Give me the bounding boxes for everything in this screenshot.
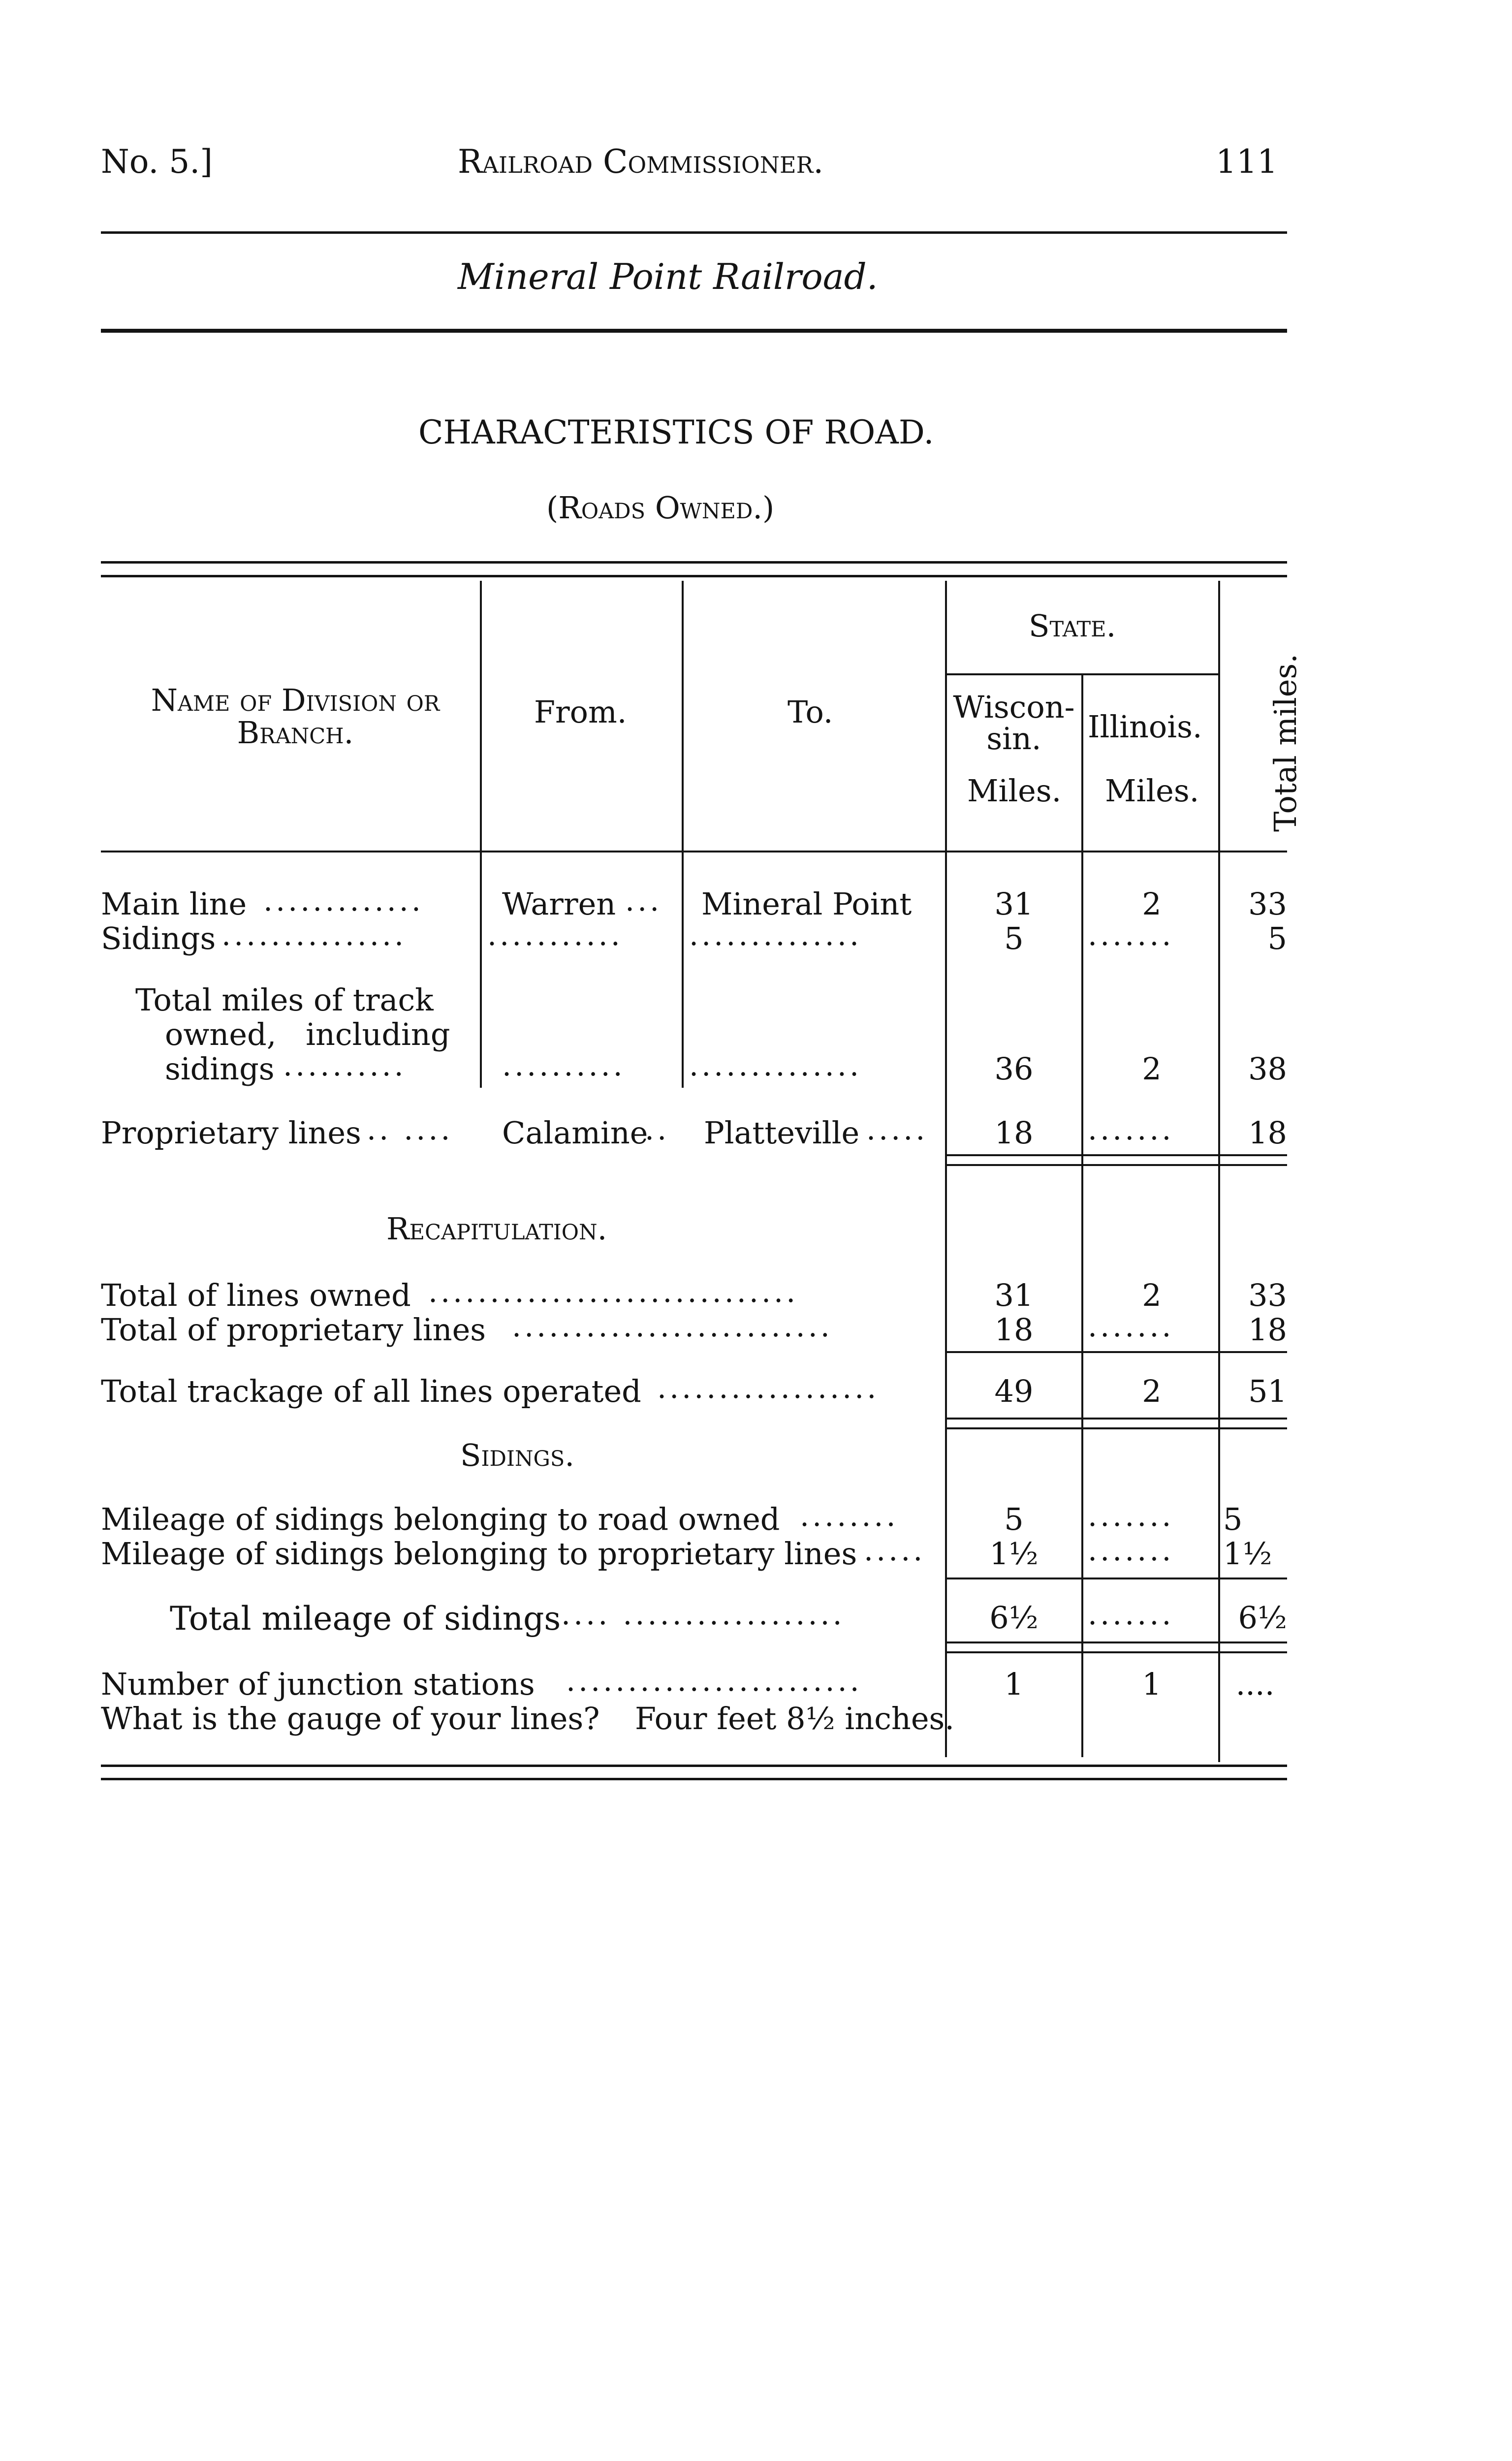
recap-trackage-total: 51 — [1248, 1373, 1287, 1409]
row-total-track-il: 2 — [1142, 1051, 1162, 1087]
table-top-rule-1 — [101, 561, 1287, 564]
row-total-track-line1: Total miles of track — [135, 982, 434, 1018]
header-total-miles: Total miles. — [1267, 654, 1303, 832]
sidings-owned-wi: 5 — [1004, 1501, 1024, 1537]
leader-dots: ... — [625, 883, 662, 918]
leader-dots: ....... — [1088, 1499, 1174, 1533]
header-miles-il: Miles. — [1105, 773, 1199, 809]
sidings-total-total: 6½ — [1238, 1600, 1287, 1636]
recapitulation-title: Recapitulation. — [386, 1211, 607, 1247]
header-name-of-division: Name of Division or Branch. — [151, 682, 440, 751]
leader-dots: ........ — [800, 1499, 899, 1533]
leader-dots: ....... — [1088, 1309, 1174, 1344]
recap-end-rule-1 — [946, 1418, 1287, 1420]
sidings-total-wi: 6½ — [989, 1600, 1039, 1636]
leader-dots: .... .................. — [561, 1597, 845, 1632]
row-sidings-wi: 5 — [1004, 920, 1024, 956]
row-proprietary-from: Calamine — [502, 1115, 648, 1151]
row-proprietary-wi: 18 — [994, 1115, 1034, 1151]
col-rule-wi-lower — [945, 1270, 947, 1757]
table-top-rule-2 — [101, 575, 1287, 577]
header-title: Railroad Commissioner. — [458, 143, 824, 181]
row-total-track-wi: 36 — [994, 1051, 1034, 1087]
row-proprietary-name: Proprietary lines — [101, 1115, 361, 1151]
recap-trackage-il: 2 — [1142, 1373, 1162, 1409]
header-rule — [101, 231, 1287, 234]
page-number: 111 — [1216, 143, 1278, 181]
row-main-line-il: 2 — [1142, 886, 1162, 922]
header-miles-wi: Miles. — [967, 773, 1062, 809]
sidings-sum-rule — [946, 1578, 1287, 1579]
row-total-track-line3: sidings — [165, 1051, 275, 1087]
recap-trackage-wi: 49 — [994, 1373, 1034, 1409]
section-title: CHARACTERISTICS OF ROAD. — [418, 413, 934, 451]
recap-sum-rule — [946, 1351, 1287, 1353]
leader-dots: ..... — [866, 1112, 928, 1147]
recap-end-rule-2 — [946, 1427, 1287, 1429]
sidings-proprietary-wi: 1½ — [989, 1536, 1039, 1572]
header-left: No. 5.] — [101, 143, 213, 181]
table-bottom-rule-1 — [101, 1765, 1287, 1767]
gauge-question: What is the gauge of your lines? — [101, 1701, 600, 1736]
header-illinois: Illinois. — [1088, 709, 1202, 745]
leader-dots: .......... — [283, 1048, 407, 1083]
leader-dots: ............. — [263, 883, 424, 918]
recap-lines-owned-il: 2 — [1142, 1277, 1162, 1313]
leader-dots: ........... — [487, 918, 623, 952]
state-underline — [946, 673, 1219, 675]
table-bottom-rule-2 — [101, 1778, 1287, 1780]
col-rule-wi — [945, 581, 947, 1270]
leader-dots: ........................ — [566, 1664, 862, 1698]
sidings-end-rule-1 — [946, 1641, 1287, 1643]
header-from: From. — [534, 694, 627, 730]
title-rule — [101, 329, 1287, 333]
leader-dots: .............................. — [428, 1275, 799, 1309]
leader-dots: .......... — [502, 1048, 626, 1083]
recap-trackage-label: Total trackage of all lines operated — [101, 1373, 641, 1409]
row-total-track-total: 38 — [1248, 1051, 1287, 1087]
leader-dots: ............... — [221, 918, 407, 952]
recap-proprietary-wi: 18 — [994, 1312, 1034, 1348]
junctions-wi: 1 — [1004, 1666, 1024, 1702]
recap-proprietary-total: 18 — [1248, 1312, 1287, 1348]
header-to: To. — [788, 694, 833, 730]
sidings-owned-label: Mileage of sidings belonging to road owned — [101, 1501, 780, 1537]
row-main-line-total: 33 — [1248, 886, 1287, 922]
junctions-label: Number of junction stations — [101, 1666, 535, 1702]
recap-proprietary-label: Total of proprietary lines — [101, 1312, 486, 1348]
recap-lines-owned-label: Total of lines owned — [101, 1277, 411, 1313]
row-total-track-line2: owned, including — [165, 1016, 450, 1052]
junctions-il: 1 — [1142, 1666, 1162, 1702]
header-wisconsin: Wiscon-sin. — [953, 689, 1075, 757]
row-main-line-name: Main line — [101, 886, 247, 922]
col-rule-to — [682, 581, 684, 1088]
leader-dots: ....... — [1088, 918, 1174, 952]
section-subtitle: (Roads Owned.) — [546, 490, 775, 526]
leader-dots: ....... — [1088, 1533, 1174, 1568]
col-rule-from — [480, 581, 482, 1088]
leader-dots: .. .... — [367, 1112, 453, 1147]
sidings-proprietary-label: Mileage of sidings belonging to proprietary lines — [101, 1536, 857, 1572]
sidings-total-label: Total mileage of sidings — [170, 1600, 561, 1638]
body-total-rule-2 — [946, 1164, 1287, 1166]
row-proprietary-total: 18 — [1248, 1115, 1287, 1151]
leader-dots: ....... — [1088, 1112, 1174, 1147]
sidings-owned-total: 5 — [1223, 1501, 1243, 1537]
leader-dots: .............. — [689, 1048, 862, 1083]
leader-dots: .............. — [689, 918, 862, 952]
leader-dots: .................. — [657, 1371, 880, 1405]
row-sidings-name: Sidings — [101, 920, 216, 956]
railroad-name: Mineral Point Railroad. — [458, 256, 878, 297]
body-total-rule-1 — [946, 1154, 1287, 1156]
recap-lines-owned-total: 33 — [1248, 1277, 1287, 1313]
header-bottom-rule — [101, 851, 1287, 852]
sidings-proprietary-total: 1½ — [1223, 1536, 1272, 1572]
sidings-title: Sidings. — [460, 1437, 575, 1473]
leader-dots: ..... — [864, 1533, 926, 1568]
gauge-answer: Four feet 8½ inches. — [635, 1701, 955, 1736]
row-main-line-wi: 31 — [994, 886, 1034, 922]
col-rule-total — [1218, 581, 1220, 1762]
row-main-line-to: Mineral Point — [701, 886, 912, 922]
sidings-end-rule-2 — [946, 1651, 1287, 1653]
header-state: State. — [1029, 608, 1116, 644]
row-proprietary-to: Platteville — [704, 1115, 860, 1151]
leader-dots: ....... — [1088, 1597, 1174, 1632]
leader-dots: .......................... — [512, 1309, 833, 1344]
row-sidings-total: 5 — [1267, 920, 1287, 956]
leader-dots: .. — [645, 1112, 670, 1147]
recap-lines-owned-wi: 31 — [994, 1277, 1034, 1313]
col-rule-il — [1081, 674, 1083, 1757]
junctions-total: .... — [1235, 1666, 1275, 1702]
row-main-line-from: Warren — [502, 886, 616, 922]
